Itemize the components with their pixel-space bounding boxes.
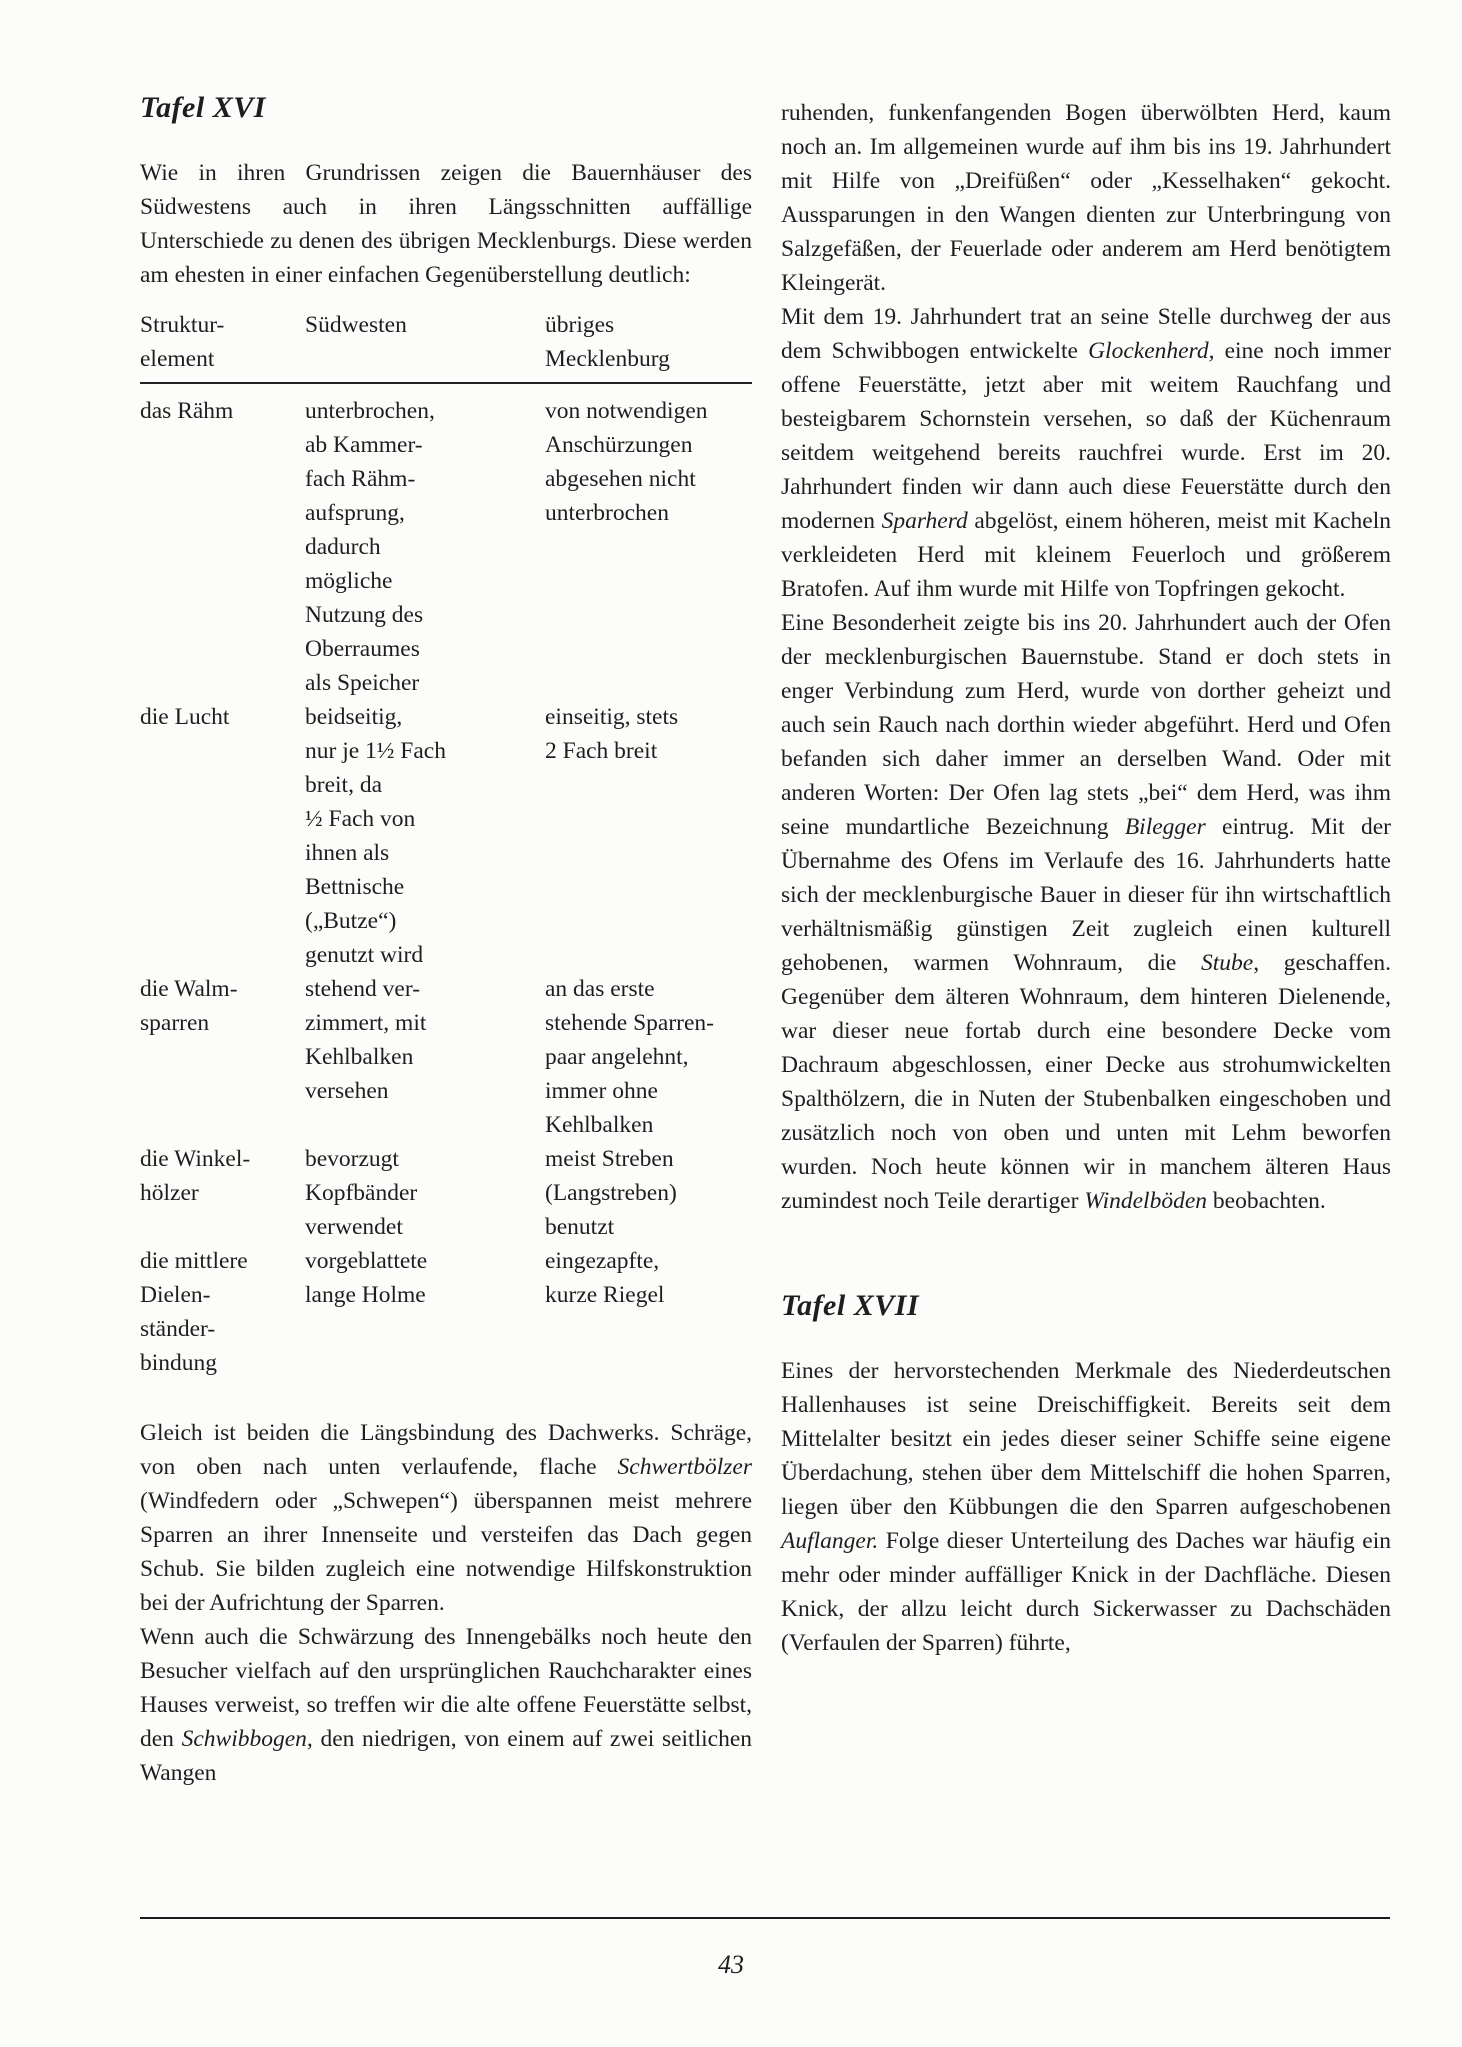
table-row (140, 1244, 752, 1380)
intro-paragraph: Wie in ihren Grundrissen zeigen die Bauernhäuser des Südwestens auch in ihren Längsschnitten auffällige Unterschiede zu denen des übrigen Mecklenburgs. Diese werden am ehesten in einer einfachen Gegenüberstellung deutlich: (140, 160, 752, 288)
cell-strukturelement: die Lucht (140, 704, 230, 730)
table-body (140, 394, 752, 1380)
term-bilegger: Bilegger (1124, 814, 1206, 840)
cell-suedwesten: vorgeblattete lange Holme (305, 1248, 428, 1308)
page-number: 43 (718, 1950, 744, 1979)
header-suedwesten: Südwesten (305, 312, 407, 338)
comparison-table (140, 308, 752, 1380)
term-schwertboelzer: Schwertbölzer (617, 1454, 752, 1480)
paragraph-herd: ruhenden, funkenfangenden Bogen überwölbten Herd, kaum noch an. Im allgemeinen wurde auf ihm bis ins 19. Jahrhundert mit Hilfe von „Dreifüßen“ oder „Kesselhaken“ gekocht. Aussparungen in den Wangen dienten zur Unterbringung von Salzgefäßen, der Feuerlade oder anderem am Herd benötigtem Kleingerät. (781, 100, 1391, 296)
table-row (140, 972, 752, 1142)
header-strukturelement: Struktur- element (140, 312, 225, 372)
table-row (140, 700, 752, 972)
table-row (140, 1142, 752, 1244)
cell-suedwesten: beidseitig, nur je 1½ Fach breit, da ½ Fach von ihnen als Bettnische („Butze“) genutzt wird (305, 704, 446, 968)
term-stube: Stube (1201, 950, 1254, 976)
cell-mecklenburg: einseitig, stets 2 Fach breit (545, 704, 679, 764)
paragraph-feuerstaette: Wenn auch die Schwärzung des Innengebälks noch heute den Besucher vielfach auf den ursprünglichen Rauchcharakter eines Hauses verweist, so treffen wir die alte offene Feuerstätte selbst, den Schwibbogen, den niedrigen, von einem auf zwei seitlichen Wangen (140, 1624, 753, 1786)
term-sparherd: Sparherd (881, 508, 968, 534)
header-uebriges-mecklenburg: übriges Mecklenburg (545, 312, 670, 372)
section-heading-tafel-xvii: Tafel XVII (781, 1289, 920, 1322)
term-glockenherd: Glockenherd, (1088, 338, 1215, 364)
term-windelboeden: Windelböden (1084, 1188, 1208, 1214)
right-column (781, 96, 1391, 1660)
cell-suedwesten: stehend ver- zimmert, mit Kehlbalken versehen (305, 976, 427, 1104)
paragraph-ofen: Eine Besonderheit zeigte bis ins 20. Jahrhundert auch der Ofen der mecklenburgischen Bauernstube. Stand er doch stets in enger Verbindung zum Herd, wurde von dorther geheizt und auch sein Rauch nach dorthin wieder abgeführt. Herd und Ofen befanden sich daher immer an derselben Wand. Oder mit anderen Worten: Der Ofen lag stets „bei“ dem Herd, was ihm seine mundartliche Bezeichnung Bilegger eintrug. Mit der Übernahme des Ofens im Verlaufe des 16. Jahrhunderts hatte sich der mecklenburgische Bauer in dieser für ihn wirtschaftlich verhältnismäßig günstigen Zeit zugleich einen kulturell gehobenen, warmen Wohnraum, die Stube, geschaffen. Gegenüber dem älteren Wohnraum, dem hinteren Dielenende, war dieser neue fortab durch eine besondere Decke vom Dachraum abgeschlossen, einer Decke aus strohumwickelten Spalthölzern, die in Nuten der Stubenbalken eingeschoben und zusätzlich noch von oben und unten mit Lehm beworfen wurden. Noch heute können wir in manchem älteren Haus zumindest noch Teile derartiger Windelböden beobachten. (781, 610, 1391, 1214)
section-heading-tafel-xvi: Tafel XVI (140, 91, 266, 124)
left-column (140, 90, 752, 1790)
paragraph-laengsbindung: Gleich ist beiden die Längsbindung des Dachwerks. Schräge, von oben nach unten verlaufende, flache Schwertbölzer (Windfedern oder „Schwepen“) überspannen meist mehrere Sparren an ihrer Innenseite und versteifen das Dach gegen Schub. Sie bilden zugleich eine notwendige Hilfskonstruktion bei der Aufrichtung der Sparren. (140, 1420, 752, 1616)
table-row (140, 394, 752, 700)
table-header-row (140, 308, 752, 384)
cell-suedwesten: unterbrochen, ab Kammer- fach Rähm- aufsprung, dadurch mögliche Nutzung des Oberraumes als Speicher (305, 398, 435, 696)
cell-mecklenburg: meist Streben (Langstreben) benutzt (545, 1146, 677, 1240)
cell-strukturelement: die Walm- sparren (140, 976, 238, 1036)
cell-suedwesten: bevorzugt Kopfbänder verwendet (305, 1146, 418, 1240)
cell-mecklenburg: von notwendigen Anschürzungen abgesehen nicht unterbrochen (545, 398, 708, 526)
cell-mecklenburg: an das erste stehende Sparren- paar angelehnt, immer ohne Kehlbalken (545, 976, 714, 1138)
cell-strukturelement: das Rähm (140, 398, 234, 424)
cell-strukturelement: die mittlere Dielen- ständer- bindung (140, 1248, 248, 1376)
paragraph-glockenherd: Mit dem 19. Jahrhundert trat an seine Stelle durchweg der aus dem Schwibbogen entwickelte Glockenherd, eine noch immer offene Feuerstätte, jetzt aber mit weitem Rauchfang und besteigbarem Schornstein versehen, so daß der Küchenraum seitdem weitgehend bereits rauchfrei wurde. Erst im 20. Jahrhundert finden wir dann auch diese Feuerstätte durch den modernen Sparherd abgelöst, einem höheren, meist mit Kacheln verkleideten Herd mit kleinem Feuerloch und größerem Bratofen. Auf ihm wurde mit Hilfe von Topfringen gekocht. (781, 304, 1391, 602)
footer-divider (140, 1917, 1390, 1919)
cell-mecklenburg: eingezapfte, kurze Riegel (545, 1248, 665, 1308)
term-auflanger: Auflanger. (781, 1528, 879, 1554)
paragraph-dreischiffigkeit: Eines der hervorstechenden Merkmale des Niederdeutschen Hallenhauses ist seine Dreischiffigkeit. Bereits seit dem Mittelalter besitzt ein jedes dieser seiner Schiffe seine eigene Überdachung, stehen über dem Mittelschiff die hohen Sparren, liegen über den Kübbungen die den Sparren aufgeschobenen Auflanger. Folge dieser Unterteilung des Daches war häufig ein mehr oder minder auffälliger Knick in der Dachfläche. Diesen Knick, der allzu leicht durch Sickerwasser zu Dachschäden (Verfaulen der Sparren) führte, (781, 1358, 1391, 1656)
cell-strukturelement: die Winkel- hölzer (140, 1146, 251, 1206)
term-schwibbogen: Schwibbogen, (181, 1726, 313, 1752)
